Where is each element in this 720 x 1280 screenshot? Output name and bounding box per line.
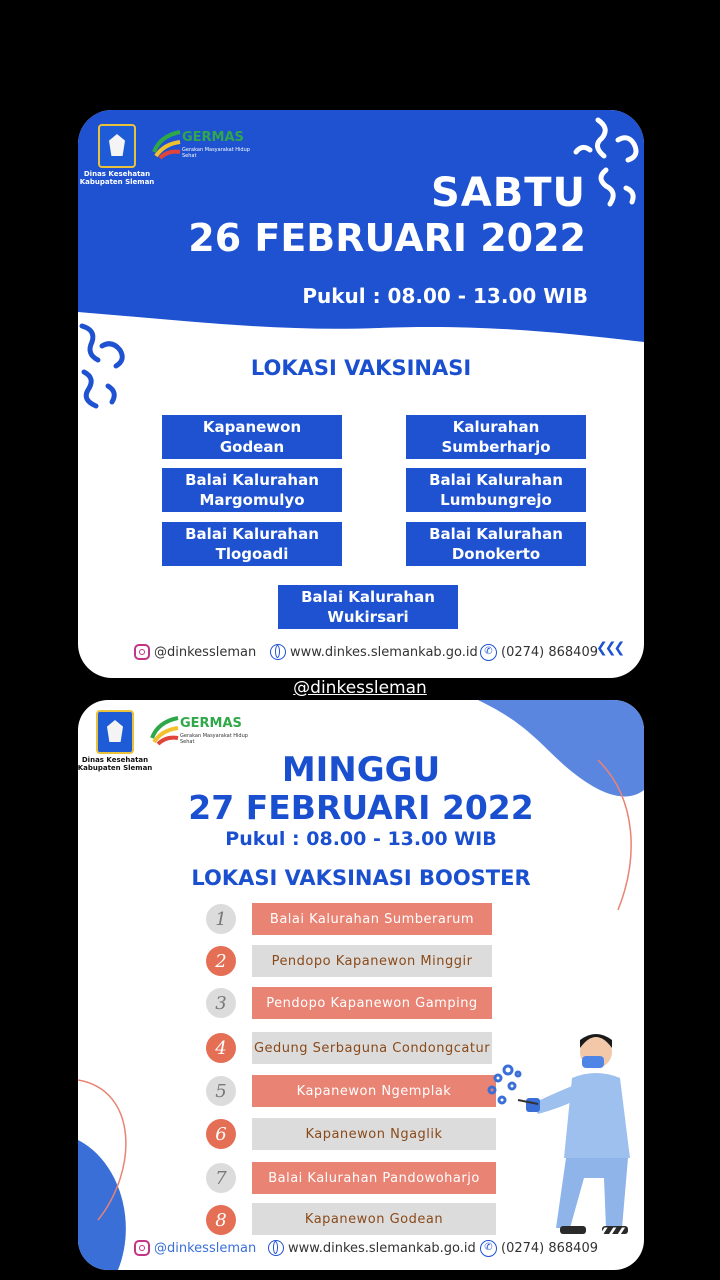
location-box: Balai Kalurahan Donokerto [406, 522, 586, 566]
event-day: SABTU [430, 170, 586, 216]
username-watermark: @dinkessleman [293, 678, 427, 698]
location-box: Kapanewon Godean [162, 415, 342, 459]
booster-location: Pendopo Kapanewon Minggir [252, 945, 492, 977]
location-box: Balai Kalurahan Margomulyo [162, 468, 342, 512]
number-badge: 4 [206, 1033, 236, 1063]
locations-title: LOKASI VAKSINASI [250, 356, 472, 380]
contact-footer [78, 638, 644, 668]
chevrons-left-icon: ❮❮❮ [598, 1226, 625, 1242]
booster-location: Balai Kalurahan Sumberarum [252, 903, 492, 935]
number-badge: 1 [206, 904, 236, 934]
booster-location: Balai Kalurahan Pandowoharjo [252, 1162, 496, 1194]
phone-contact[interactable]: ✆ (0274) 868409 [480, 1240, 598, 1257]
vaccination-poster-sunday [78, 700, 644, 1270]
org-caption: Dinas Kesehatan Kabupaten Sleman [79, 170, 155, 186]
phone-icon: ✆ [480, 644, 497, 661]
location-box: Balai Kalurahan Tlogoadi [162, 522, 342, 566]
phone-contact[interactable]: ✆ (0274) 868409 [480, 644, 598, 661]
event-date: 26 FEBRUARI 2022 [188, 216, 586, 260]
number-badge: 6 [206, 1119, 236, 1149]
instagram-contact[interactable]: @dinkessleman [134, 1240, 256, 1256]
instagram-icon [134, 1240, 150, 1256]
chevrons-left-icon: ❮❮❮ [596, 640, 623, 656]
germas-title: GERMAS [180, 716, 242, 731]
locations-title: LOKASI VAKSINASI BOOSTER [191, 866, 531, 890]
instagram-contact[interactable]: @dinkessleman [134, 644, 256, 660]
contact-footer [78, 1226, 644, 1264]
sleman-emblem-icon [98, 124, 136, 168]
booster-location: Kapanewon Ngemplak [252, 1075, 496, 1107]
location-box: Balai Kalurahan Lumbungrejo [406, 468, 586, 512]
globe-icon [270, 644, 286, 660]
booster-location: Kapanewon Ngaglik [252, 1118, 496, 1150]
health-worker-illustration [478, 1030, 644, 1240]
phone-icon: ✆ [480, 1240, 497, 1257]
number-badge: 7 [206, 1163, 236, 1193]
org-caption: Dinas Kesehatan Kabupaten Sleman [78, 756, 153, 772]
website-contact[interactable]: www.dinkes.slemankab.go.id [270, 644, 478, 660]
event-day: MINGGU [281, 750, 441, 790]
vaccination-poster-saturday [78, 110, 644, 678]
booster-location: Kapanewon Godean [252, 1203, 496, 1235]
location-box: Kalurahan Sumberharjo [406, 415, 586, 459]
germas-logo-icon [148, 712, 182, 746]
event-date: 27 FEBRUARI 2022 [188, 788, 534, 827]
globe-icon [268, 1240, 284, 1256]
booster-location: Gedung Serbaguna Condongcatur [252, 1032, 492, 1064]
germas-subtitle: Gerakan Masyarakat Hidup Sehat [182, 147, 250, 159]
germas-subtitle: Gerakan Masyarakat Hidup Sehat [180, 733, 248, 745]
event-time: Pukul : 08.00 - 13.00 WIB [302, 284, 588, 308]
event-time: Pukul : 08.00 - 13.00 WIB [225, 828, 497, 850]
number-badge: 3 [206, 988, 236, 1018]
location-box: Balai Kalurahan Wukirsari [278, 585, 458, 629]
number-badge: 2 [206, 946, 236, 976]
number-badge: 5 [206, 1076, 236, 1106]
sleman-emblem-icon [96, 710, 134, 754]
booster-location: Pendopo Kapanewon Gamping [252, 987, 492, 1019]
website-contact[interactable]: www.dinkes.slemankab.go.id [268, 1240, 476, 1256]
number-badge: 8 [206, 1205, 236, 1235]
germas-title: GERMAS [182, 130, 244, 145]
instagram-icon [134, 644, 150, 660]
germas-logo-icon [150, 126, 184, 160]
